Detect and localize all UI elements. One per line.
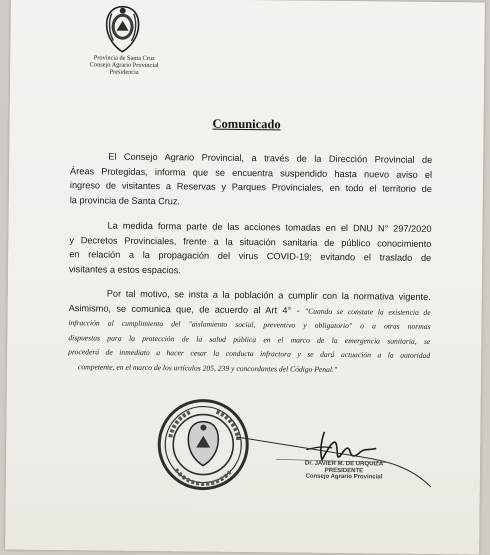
p2-line-4: visitantes a estos espacios. [69,263,181,275]
p3-line-2-quote: "Cuando se constate la existencia de [304,306,431,317]
p3-line-6: competente, en el marco de los artículos 205, 239 y concordantes del Código Penal." [77,361,338,374]
p3-line-5: procederá de inmediato a hacer cesar la conducta infractora y se dará actuación a la autoridad [68,347,431,360]
document-title: Comunicado [212,116,281,132]
signature-block [284,460,404,481]
p1-line-2: Áreas Protegidas, informa que se encuentra suspendido hasta nuevo aviso el [70,165,433,180]
signer-role: PRESIDENTE [324,467,364,474]
p2-line-2: y Decretos Provinciales, frente a la situación sanitaria de público conocimiento [69,234,432,249]
header-presidency: Presidencia [109,68,139,76]
p3-line-1: Por tal motivo, se insta a la población a cumplir con la normativa vigente. [106,288,431,302]
p3-line-4: dispuestas para la protección de la salud pública en el marco de la emergencia sanitaria, se [68,332,431,346]
p2-line-3: en relación a la propagación del virus COVID-19; evitando el traslado de [69,249,432,263]
document-page [5,0,485,554]
institution-header [68,54,180,76]
p2-line-1: La medida forma parte de las acciones tomadas en el DNU N° 297/2020 [107,220,432,234]
paragraph-2 [69,218,432,280]
paragraph-3 [68,286,431,378]
header-province: Provincia de Santa Cruz [93,54,155,63]
header-council: Consejo Agrario Provincial [89,61,159,70]
p1-line-4: la provincia de Santa Cruz. [69,194,181,206]
provincial-crest-icon [102,4,143,54]
p1-line-1: El Consejo Agrario Provincial, a través de la Dirección Provincial de [108,151,433,165]
p1-line-3: ingreso de visitantes a Reservas y Parques Provinciales, en todo el territorio de [69,180,432,194]
p3-line-2-text: Asimismo, se comunica que, de acuerdo al Art 4° - [68,302,305,316]
paragraph-1 [70,149,433,211]
signer-name: Dr. JAVIER M. DE URQUIZA [304,460,384,468]
signer-organization: Consejo Agrario Provincial [305,473,383,481]
p3-line-3: infracción al cumplimiento del "aislamiento social, preventivo y obligatorio" o a otras normas [68,318,431,331]
